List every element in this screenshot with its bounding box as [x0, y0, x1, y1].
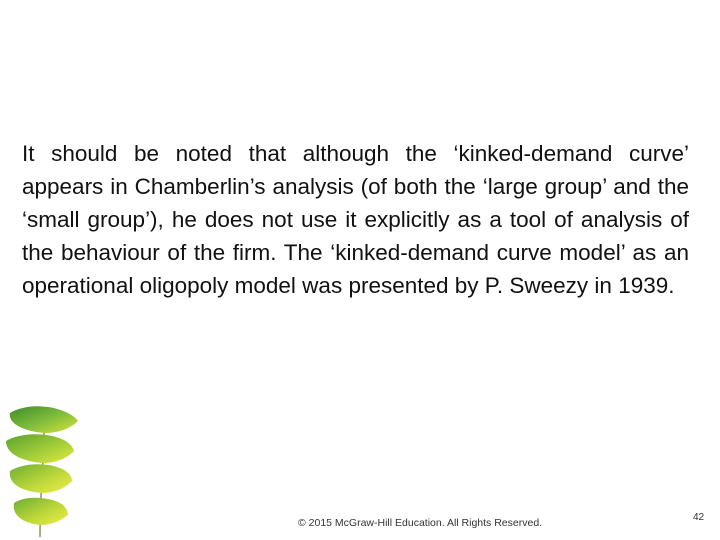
- body-paragraph: It should be noted that although the ‘kinked-demand curve’ appears in Chamberlin’s analysis (of both the ‘large group’ and the ‘small group’), he does not use it explicitly as a tool of analysis of the behaviour of the firm. The ‘kinked-demand curve model’ as an operational oligopoly model was presented by P. Sweezy in 1939.: [22, 141, 689, 298]
- ginkgo-leaves-icon: [0, 405, 92, 540]
- footer-copyright: © 2015 McGraw-Hill Education. All Rights Reserved.: [298, 517, 543, 529]
- page-number: 42: [693, 512, 705, 523]
